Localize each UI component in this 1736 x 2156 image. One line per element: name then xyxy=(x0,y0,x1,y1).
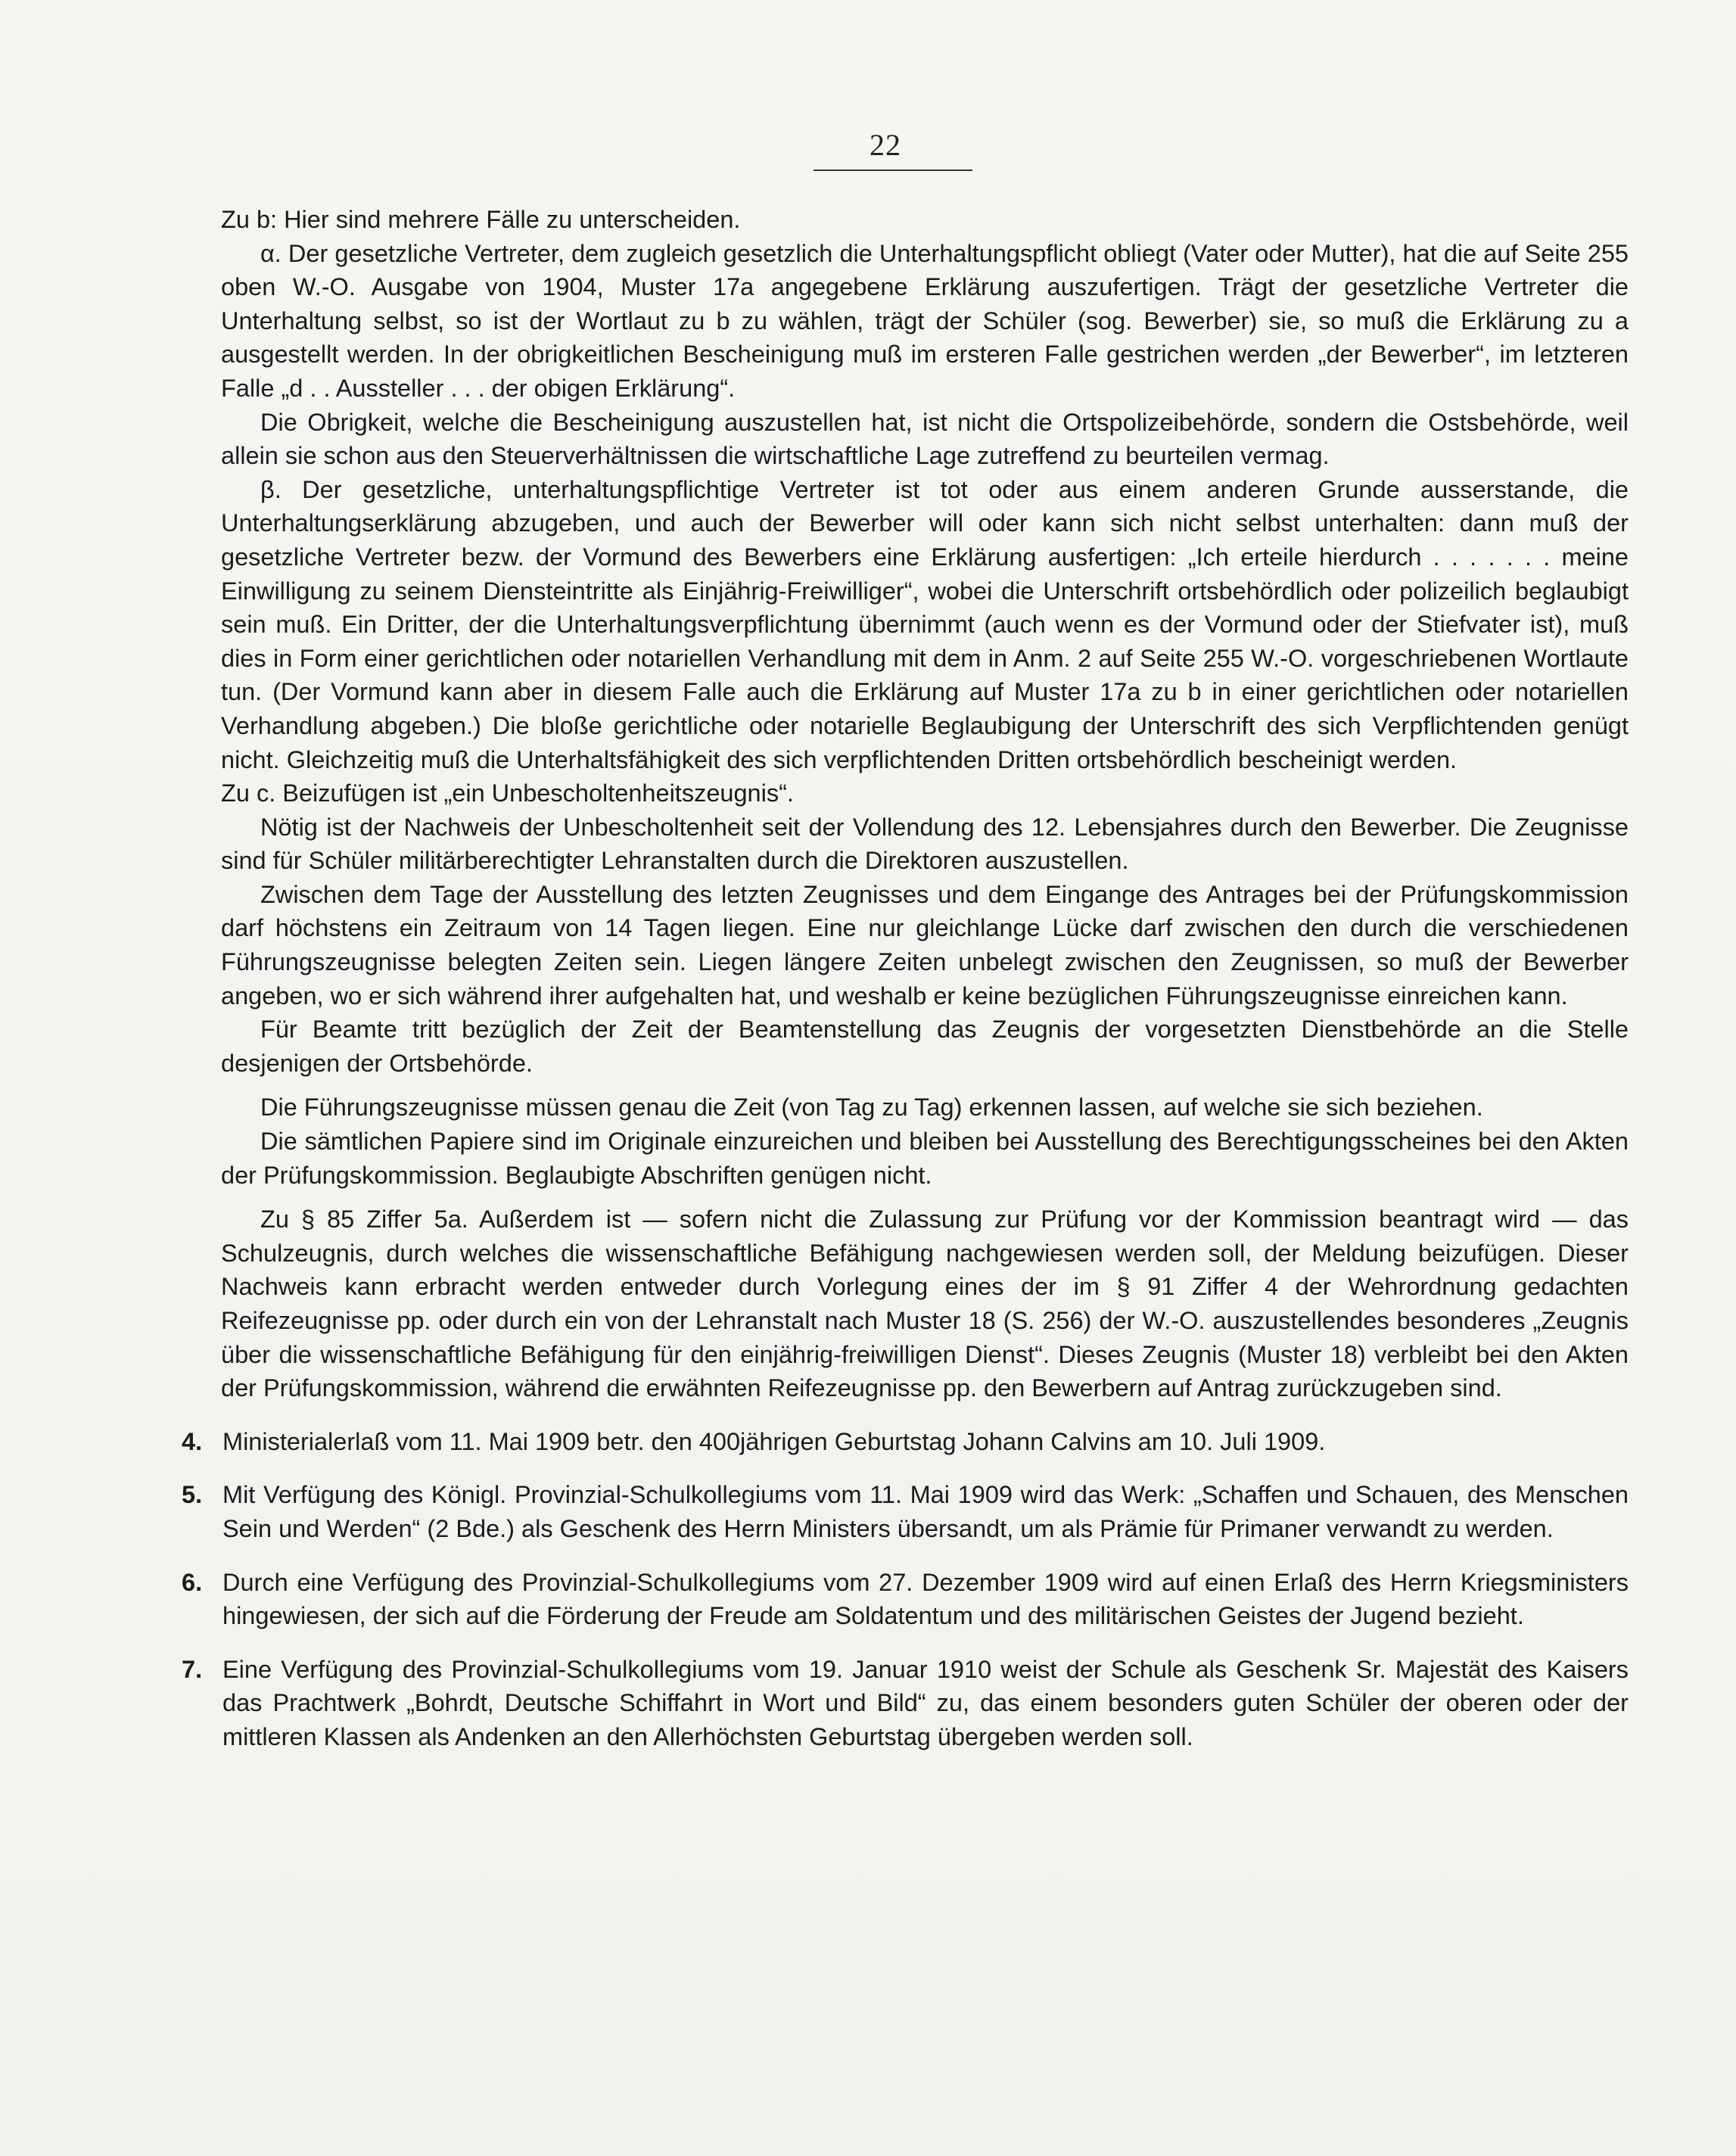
paragraph-unbescholtenheit: Nötig ist der Nachweis der Unbescholtenheit seit der Vollendung des 12. Lebensjahres durch den Bewerber. Die Zeugnisse sind für Schüler militärberechtigter Lehranstalten durch die Direktoren auszustellen. xyxy=(221,813,1629,875)
item-number: 7. xyxy=(182,1655,203,1683)
paragraph-zeitraum: Zwischen dem Tage der Ausstellung des letzten Zeugnisses und dem Eingange des Antrages bei der Prüfungskommission darf höchstens ein Zeitraum von 14 Tagen liegen. Eine nur gleichlange Lücke darf zwischen den durch die verschiedenen Führungszeugnisse belegten Zeiten sein. Liegen längere Zeiten unbelegt zwischen den Zeugnissen, so muß der Bewerber angeben, wo er sich während ihrer aufgehalten hat, und weshalb er keine bezüglichen Führungszeugnisse einreichen kann. xyxy=(221,880,1629,1010)
paragraph-beta: β. Der gesetzliche, unterhaltungspflichtige Vertreter ist tot oder aus einem anderen Grunde ausserstande, die Unterhaltungserklärung abzugeben, und auch der Bewerber will oder kann sich nicht selbst unterhalten: dann muß der gesetzliche Vertreter bezw. der Vormund des Bewerbers eine Erklärung ausfertigen: „Ich erteile hierdurch . . . . . . . meine Einwilligung zu seinem Diensteintritte als Einjährig-Freiwilliger“, wobei die Unterschrift ortsbehördlich oder polizeilich beglaubigt sein muß. Ein Dritter, der die Unterhaltungsverpflichtung übernimmt (auch wenn es der Vormund oder der Stiefvater ist), muß dies in Form einer gerichtlichen oder notariellen Verhandlung mit dem in Anm. 2 auf Seite 255 W.-O. vorgeschriebenen Wortlaute tun. (Der Vormund kann aber in diesem Falle auch die Erklärung auf Muster 17a zu b in einer gerichtlichen oder notariellen Verhandlung abgeben.) Die bloße gerichtliche oder notarielle Beglaubigung der Unterschrift des sich Verpflichtenden genügt nicht. Gleichzeitig muß die Unterhaltsfähigkeit des sich verpflichtenden Dritten ortsbehördlich bescheinigt werden. xyxy=(221,475,1629,773)
list-item xyxy=(182,1653,1629,1754)
item-number: 6. xyxy=(182,1568,203,1596)
paragraph-beamte: Für Beamte tritt bezüglich der Zeit der Beamtenstellung das Zeugnis der vorgesetzten Dienstbehörde an die Stelle desjenigen der Ortsbehörde. xyxy=(221,1016,1629,1077)
paragraph-zu-c: Zu c. Beizufügen ist „ein Unbescholtenheitszeugnis“. xyxy=(221,779,794,807)
item-text: Mit Verfügung des Königl. Provinzial-Schulkollegiums vom 11. Mai 1909 wird das Werk: „Schaffen und Schauen, des Menschen Sein und Werden“ (2 Bde.) als Geschenk des Herrn Ministers übersandt, um als Prämie für Primaner verwandt zu werden. xyxy=(222,1481,1629,1542)
list-item xyxy=(182,1478,1629,1545)
paragraph-papiere: Die sämtlichen Papiere sind im Originale einzureichen und bleiben bei Ausstellung des Berechtigungsscheines bei den Akten der Prüfungskommission. Beglaubigte Abschriften genügen nicht. xyxy=(221,1128,1629,1189)
item-number: 4. xyxy=(182,1427,203,1455)
paragraph-obrigkeit: Die Obrigkeit, welche die Bescheinigung auszustellen hat, ist nicht die Ortspolizeibehörde, sondern die Ostsbehörde, weil allein sie schon aus den Steuerverhältnissen die wirtschaftliche Lage zutreffend zu beurteilen vermag. xyxy=(221,408,1629,470)
item-text: Ministerialerlaß vom 11. Mai 1909 betr. den 400jährigen Geburtstag Johann Calvins am 10. Juli 1909. xyxy=(222,1427,1326,1455)
header-rule xyxy=(814,170,972,171)
item-text: Eine Verfügung des Provinzial-Schulkollegiums vom 19. Januar 1910 weist der Schule als Geschenk Sr. Majestät des Kaisers das Prachtwerk „Bohrdt, Deutsche Schiffahrt in Wort und Bild“ zu, das einem besonders guten Schüler der oberen oder der mittleren Klassen als Andenken an den Allerhöchsten Geburtstag übergeben werden soll. xyxy=(222,1655,1629,1750)
paragraph-alpha: α. Der gesetzliche Vertreter, dem zugleich gesetzlich die Unterhaltungspflicht obliegt (Vater oder Mutter), hat die auf Seite 255 oben W.-O. Ausgabe von 1904, Muster 17a angegebene Erklärung auszufertigen. Trägt der gesetzliche Vertreter die Unterhaltung selbst, so ist der Wortlaut zu b zu wählen, trägt der Schüler (sog. Bewerber) sie, so muß die Erklärung zu a ausgestellt werden. In der obrigkeitlichen Bescheinigung muß im ersteren Falle gestrichen werden „der Bewerber“, im letzteren Falle „d . . Aussteller . . . der obigen Erklärung“. xyxy=(221,239,1629,402)
list-item xyxy=(182,1425,1629,1459)
paragraph-paragraph-85: Zu § 85 Ziffer 5a. Außerdem ist — sofern nicht die Zulassung zur Prüfung vor der Kommission beantragt wird — das Schulzeugnis, durch welches die wissenschaftliche Befähigung nachgewiesen werden soll, der Meldung beizufügen. Dieser Nachweis kann erbracht werden entweder durch Vorlegung eines der im § 91 Ziffer 4 der Wehrordnung gedachten Reifezeugnisse pp. oder durch ein von der Lehranstalt nach Muster 18 (S. 256) der W.-O. auszustellendes besonderes „Zeugnis über die wissenschaftliche Befähigung für den einjährig-freiwilligen Dienst“. Dieses Zeugnis (Muster 18) verbleibt bei den Akten der Prüfungskommission, während die erwähnten Reifezeugnisse pp. den Bewerbern auf Antrag zurückzugeben sind. xyxy=(221,1206,1629,1402)
list-item xyxy=(182,1566,1629,1633)
page-number: 22 xyxy=(870,128,901,162)
paragraph-zu-b: Zu b: Hier sind mehrere Fälle zu unterscheiden. xyxy=(221,206,741,233)
paragraph-fuehrungszeugnisse: Die Führungszeugnisse müssen genau die Zeit (von Tag zu Tag) erkennen lassen, auf welche sie sich beziehen. xyxy=(260,1094,1483,1122)
page-body xyxy=(182,203,1629,1754)
item-number: 5. xyxy=(182,1481,203,1509)
item-text: Durch eine Verfügung des Provinzial-Schulkollegiums vom 27. Dezember 1909 wird auf einen Erlaß des Herrn Kriegsministers hingewiesen, der sich auf die Förderung der Freude am Soldatentum und des militärischen Geistes der Jugend bezieht. xyxy=(222,1568,1629,1630)
